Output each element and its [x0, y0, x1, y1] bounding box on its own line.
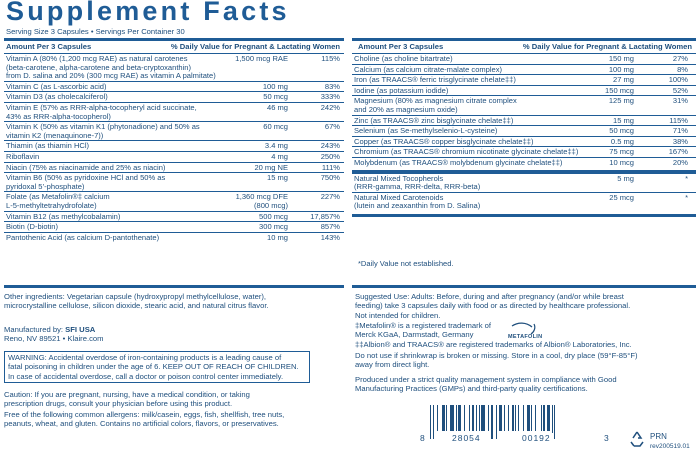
barcode-bar — [504, 405, 505, 431]
nutrient-name-line: Folate (as Metafolin®‡ calcium — [6, 192, 110, 202]
nutrient-name — [354, 87, 448, 96]
left-col-amount: Amount Per 3 Capsules — [6, 42, 92, 51]
barcode-bar — [430, 405, 431, 439]
nutrient-name-line: (RRR-gamma, RRR-delta, RRR-beta) — [354, 182, 481, 192]
barcode-bar — [433, 405, 434, 439]
nutrient-amount: 4 mg — [271, 152, 288, 161]
barcode-bar — [481, 405, 485, 431]
left-nutrient-row — [4, 81, 344, 92]
nutrient-amount: 10 mg — [267, 232, 288, 242]
nutrient-dv: 333% — [320, 92, 340, 102]
nutrient-amount: 46 mg — [267, 103, 288, 112]
nutrient-amount: 0.5 mg — [610, 136, 634, 146]
nutrient-amount: 50 mcg — [263, 92, 288, 102]
barcode-bar — [476, 405, 477, 431]
right-nutrient-row — [352, 146, 696, 157]
nutrient-name — [6, 55, 216, 81]
nutrient-name-line: Riboflavin — [6, 152, 40, 161]
caution-line: Caution: If you are pregnant, nursing, have a medical condition, or taking — [4, 390, 250, 399]
suggested-use-line: Not intended for children. — [355, 310, 441, 320]
shrinkwrap-line: Do not use if shrinkwrap is broken or missing. Store in a cool, dry place (59°F-85°F) — [355, 351, 638, 360]
nutrient-name — [354, 55, 453, 64]
nutrient-amount: 27 mg — [613, 75, 634, 85]
nutrient-name-line: Chromium (as TRAACS® chromium nicotinate glycinate chelate‡‡) — [354, 147, 579, 157]
left-col-dv: % Daily Value for Pregnant & Lactating Women — [170, 42, 340, 51]
nutrient-name-line: Iron (as TRAACS® ferric trisglycinate chelate‡‡) — [354, 75, 516, 85]
right-blend-row — [352, 173, 696, 192]
nutrient-name — [6, 104, 197, 121]
nutrient-dv: 115% — [321, 54, 340, 63]
nutrient-name-line: vitamin K2 (menaquinone-7)) — [6, 130, 104, 140]
nutrient-amount: 60 mcg — [263, 122, 288, 132]
nutrient-name — [6, 93, 108, 102]
nutrient-name — [354, 138, 534, 147]
nutrient-amount: 15 mg — [267, 173, 288, 183]
barcode-bar — [508, 405, 509, 431]
nutrient-amount: 3.4 mg — [264, 141, 288, 151]
left-nutrient-row — [4, 53, 344, 81]
nutrient-name-line: and 20% as magnesium oxide) — [354, 104, 458, 114]
barcode-bar — [469, 405, 470, 431]
right-nutrient-row — [352, 74, 696, 85]
caution-line: prescription drugs, consult your physician before using this product. — [4, 399, 233, 409]
nutrient-dv: 38% — [672, 136, 688, 146]
nutrient-amount: 20 mg NE — [254, 162, 288, 172]
nutrient-name-line: L-5-methyltetrahydrofolate) — [6, 200, 97, 210]
manufacturer-address: Reno, NV 89521 • Klaire.com — [4, 334, 104, 344]
shrinkwrap-line: away from direct light. — [355, 360, 430, 370]
left-nutrient-row — [4, 140, 344, 151]
left-nutrient-row — [4, 102, 344, 121]
right-nutrient-row — [352, 136, 696, 147]
nutrient-name-line: Vitamin D3 (as cholecalciferol) — [6, 92, 108, 102]
barcode-bar — [541, 405, 542, 431]
allergens-line: peanuts, wheat, and gluten. Contains no artificial colors, flavors, or preservatives. — [4, 419, 279, 429]
nutrient-amount: 100 mg — [608, 64, 634, 74]
nutrient-dv: 242% — [320, 103, 340, 112]
right-nutrient-row — [352, 125, 696, 136]
barcode — [420, 405, 610, 441]
nutrient-amount: 300 mcg — [259, 222, 288, 232]
nutrient-dv: 17,857% — [310, 211, 340, 221]
nutrient-name-line: Iodine (as potassium iodide) — [354, 85, 449, 95]
nutrient-name-line: Vitamin A (80% (1,200 mcg RAE) as natural carotenes — [6, 54, 188, 63]
nutrient-name-line: Zinc (as TRAACS® zinc bisglycinate chelate‡‡) — [354, 115, 514, 125]
left-nutrient-row — [4, 151, 344, 162]
nutrient-name — [6, 153, 39, 162]
dv-note: *Daily Value not established. — [358, 259, 454, 268]
nutrient-name — [6, 193, 110, 210]
nutrient-dv: 115% — [669, 115, 688, 125]
nutrient-name — [6, 234, 159, 243]
nutrient-name-line: Magnesium (80% as magnesium citrate complex — [354, 96, 517, 106]
nutrient-amount: 100 mg — [262, 81, 288, 91]
barcode-bar — [543, 405, 544, 431]
nutrient-name-line: (lutein and zeaxanthin from D. Salina) — [354, 201, 481, 211]
barcode-bar — [496, 405, 497, 439]
manufacturer-name: SFI USA — [65, 325, 96, 334]
right-facts-table — [352, 41, 696, 285]
barcode-bar — [446, 405, 447, 431]
nutrient-name-line: Natural Mixed Carotenoids — [354, 192, 444, 202]
other-ingredients-line: Other ingredients: Vegetarian capsule (hydroxypropyl methylcellulose, water), — [4, 292, 267, 301]
nutrient-name-line: from D. salina and 20% (300 mcg RAE) as vitamin A palmitate) — [6, 71, 216, 81]
nutrient-name-line: Vitamin C (as L-ascorbic acid) — [6, 81, 107, 91]
nutrient-name-line: Vitamin B12 (as methylcobalamin) — [6, 211, 121, 221]
barcode-bar — [437, 405, 438, 431]
suggested-use-line: feeding) take 3 capsules daily with food or as directed by healthcare professional. — [355, 301, 631, 311]
nutrient-name-line: Vitamin B6 (50% as pyridoxine HCl and 50% as — [6, 173, 166, 183]
nutrient-name-line: Vitamin K (50% as vitamin K1 (phytonadione) and 50% as — [6, 122, 200, 132]
barcode-bar — [472, 405, 474, 431]
metafolin-note — [355, 321, 491, 340]
barcode-digit: 00192 — [522, 433, 551, 443]
nutrient-dv: 100% — [668, 75, 688, 85]
nutrient-amount: 125 mg — [608, 96, 634, 106]
nutrient-dv: 52% — [672, 85, 688, 95]
nutrient-dv: 857% — [320, 222, 340, 232]
right-bottom-rule — [352, 285, 696, 288]
barcode-bar — [488, 405, 489, 431]
right-nutrient-row — [352, 53, 696, 64]
left-nutrient-row — [4, 232, 344, 243]
nutrient-name — [354, 76, 516, 85]
allergens-line: Free of the following common allergens: milk/casein, eggs, fish, shellfish, tree nuts, — [4, 410, 285, 419]
gmp-note — [355, 375, 617, 394]
nutrient-dv: 167% — [668, 147, 688, 157]
right-col-dv: % Daily Value for Pregnant & Lactating Women — [522, 42, 692, 51]
nutrient-name — [6, 123, 200, 140]
nutrient-amount: 10 mcg — [609, 158, 634, 167]
right-blend-row — [352, 192, 696, 211]
nutrient-dv: 143% — [320, 232, 340, 242]
barcode-bar — [491, 405, 493, 439]
albion-note: ‡‡Albion® and TRAACS® are registered trademarks of Albion® Laboratories, Inc. — [355, 340, 632, 349]
nutrient-name-line: Copper (as TRAACS® copper bisglycinate chelate‡‡) — [354, 136, 534, 146]
barcode-bar — [527, 405, 529, 431]
nutrient-dv: * — [685, 192, 688, 202]
nutrient-name — [6, 83, 107, 92]
allergens — [4, 410, 284, 429]
nutrient-dv: 67% — [324, 122, 340, 132]
barcode-bar — [458, 405, 460, 431]
other-ingredients-line: microcrystalline cellulose, silicon dioxide, stearic acid, and natural citrus flavor. — [4, 301, 269, 311]
nutrient-name-line: Vitamin E (57% as RRR-alpha-tocopheryl acid succinate, — [6, 103, 197, 112]
barcode-bar — [442, 405, 444, 431]
serving-info: Serving Size 3 Capsules • Servings Per Container 30 — [6, 27, 185, 36]
nutrient-amount: 50 mcg — [609, 126, 634, 136]
nutrient-name-line: Pantothenic Acid (as calcium D-pantothenate) — [6, 232, 160, 242]
nutrient-dv: 83% — [324, 81, 340, 91]
nutrient-name — [354, 97, 517, 114]
metafolin-logo — [504, 322, 556, 342]
nutrient-dv: 31% — [672, 96, 688, 106]
right-nutrient-row — [352, 95, 696, 114]
barcode-bar — [518, 405, 519, 431]
warning-line: fatal poisoning in children under the age of 6. KEEP OUT OF REACH OF CHILDREN. — [8, 362, 299, 372]
barcode-digit: 28054 — [452, 433, 481, 443]
nutrient-name-line: pyridoxal 5’-phosphate) — [6, 181, 85, 191]
metafolin-logo-text: METAFOLIN — [508, 334, 543, 340]
nutrient-name-line: Natural Mixed Tocopherols — [354, 173, 444, 183]
barcode-digit: 8 — [420, 433, 426, 443]
barcode-bar — [535, 405, 536, 431]
suggested-use — [355, 292, 630, 320]
other-ingredients — [4, 292, 269, 311]
nutrient-name — [6, 142, 89, 151]
gmp-line: Produced under a strict quality management system in compliance with Good — [355, 375, 617, 384]
barcode-bar — [479, 405, 480, 431]
nutrient-amount: 25 mcg — [609, 192, 634, 202]
nutrient-amount: 5 mg — [617, 173, 634, 183]
nutrient-dv: 20% — [672, 158, 688, 167]
panel-gap — [348, 38, 349, 288]
nutrient-amount: 1,500 mcg RAE — [235, 54, 288, 63]
left-bottom-rule — [4, 285, 344, 288]
left-nutrient-row — [4, 162, 344, 173]
left-facts-table — [4, 41, 344, 285]
nutrient-name — [6, 174, 165, 191]
caution — [4, 390, 250, 409]
right-nutrient-row — [352, 85, 696, 96]
header — [6, 0, 696, 36]
warning-box — [4, 351, 310, 383]
nutrient-name-line: Calcium (as calcium citrate-malate complex) — [354, 64, 503, 74]
nutrient-name — [354, 175, 480, 192]
nutrient-amount: 150 mcg — [605, 85, 634, 95]
gmp-line: Manufacturing Practices (GMPs) and third-party quality certifications. — [355, 384, 588, 394]
shrinkwrap-note — [355, 351, 638, 370]
nutrient-name — [6, 164, 165, 173]
warning-line: WARNING: Accidental overdose of iron-containing products is a leading cause of — [8, 353, 282, 362]
left-nutrient-row — [4, 221, 344, 232]
left-nutrient-row — [4, 121, 344, 140]
nutrient-amount: 150 mg — [608, 54, 634, 63]
barcode-bar — [547, 405, 549, 431]
right-nutrient-row — [352, 157, 696, 168]
barcode-bar — [456, 405, 457, 431]
barcode-digit: 3 — [604, 433, 610, 443]
revision-code: rev200519.01 — [650, 443, 690, 450]
nutrient-amount: 75 mcg — [609, 147, 634, 157]
left-nutrient-row — [4, 91, 344, 102]
nutrient-name — [6, 223, 58, 232]
barcode-bar — [554, 405, 555, 439]
barcode-bar — [499, 405, 503, 431]
nutrient-name-line: (beta-carotene, alpha-carotene and beta-cryptoxanthin) — [6, 62, 192, 72]
nutrient-name-line: Niacin (75% as niacinamide and 25% as niacin) — [6, 162, 166, 172]
nutrient-dv: 250% — [320, 152, 340, 161]
barcode-bar — [523, 405, 524, 431]
nutrient-amount: 15 mg — [613, 115, 634, 125]
nutrient-name — [354, 117, 513, 126]
nutrient-name — [354, 148, 578, 157]
suggested-use-line: Suggested Use: Adults: Before, during and after pregnancy (and/or while breast — [355, 292, 624, 301]
nutrient-dv: 243% — [320, 141, 340, 151]
barcode-bar — [515, 405, 516, 431]
nutrient-name — [354, 127, 497, 136]
nutrient-amount: 1,360 mcg DFE (800 mcg) — [235, 192, 288, 210]
barcode-bar — [464, 405, 465, 431]
prn-label: PRN — [650, 432, 667, 441]
nutrient-dv: 27% — [672, 54, 688, 63]
warning-line: In case of accidental overdose, call a doctor or poison control center immediately. — [8, 371, 284, 381]
nutrient-dv: 8% — [677, 64, 688, 74]
nutrient-amount: 500 mcg — [259, 211, 288, 221]
right-col-amount: Amount Per 3 Capsules — [358, 42, 444, 51]
page-title: Supplement Facts — [6, 0, 290, 26]
left-nutrient-row — [4, 172, 344, 191]
nutrient-name-line: Choline (as choline bitartrate) — [354, 54, 453, 63]
nutrient-dv: 227% — [320, 192, 340, 202]
metafolin-line: ‡Metafolin® is a registered trademark of — [355, 321, 492, 330]
nutrient-name-line: 43% as RRR-alpha-tocopherol) — [6, 111, 111, 121]
barcode-bar — [512, 405, 513, 431]
manufacturer-label: Manufactured by: — [4, 325, 64, 334]
recycle-icon — [628, 430, 646, 448]
barcode-bar — [450, 405, 454, 431]
nutrient-name-line: Molybdenum (as TRAACS® molybdenum glycinate chelate‡‡) — [354, 158, 563, 167]
right-nutrient-row — [352, 115, 696, 126]
right-nutrient-row — [352, 64, 696, 75]
nutrient-dv: * — [685, 173, 688, 183]
right-group-end-rule — [352, 214, 696, 217]
nutrient-dv: 111% — [321, 162, 340, 172]
nutrient-name — [354, 159, 562, 168]
left-nutrient-row — [4, 211, 344, 222]
nutrient-name-line: Selenium (as Se-methylselenio-L-cysteine) — [354, 126, 498, 136]
manufacturer — [4, 325, 104, 344]
nutrient-name — [6, 213, 120, 222]
left-nutrient-row — [4, 191, 344, 210]
nutrient-dv: 750% — [320, 173, 340, 183]
nutrient-name-line: Thiamin (as thiamin HCl) — [6, 141, 90, 151]
nutrient-name-line: Biotin (D-biotin) — [6, 222, 59, 232]
barcode-bar — [531, 405, 532, 431]
nutrient-name — [354, 66, 502, 75]
nutrient-name — [354, 194, 480, 211]
metafolin-line: Merck KGaA, Darmstadt, Germany — [355, 330, 474, 340]
nutrient-dv: 71% — [672, 126, 688, 136]
